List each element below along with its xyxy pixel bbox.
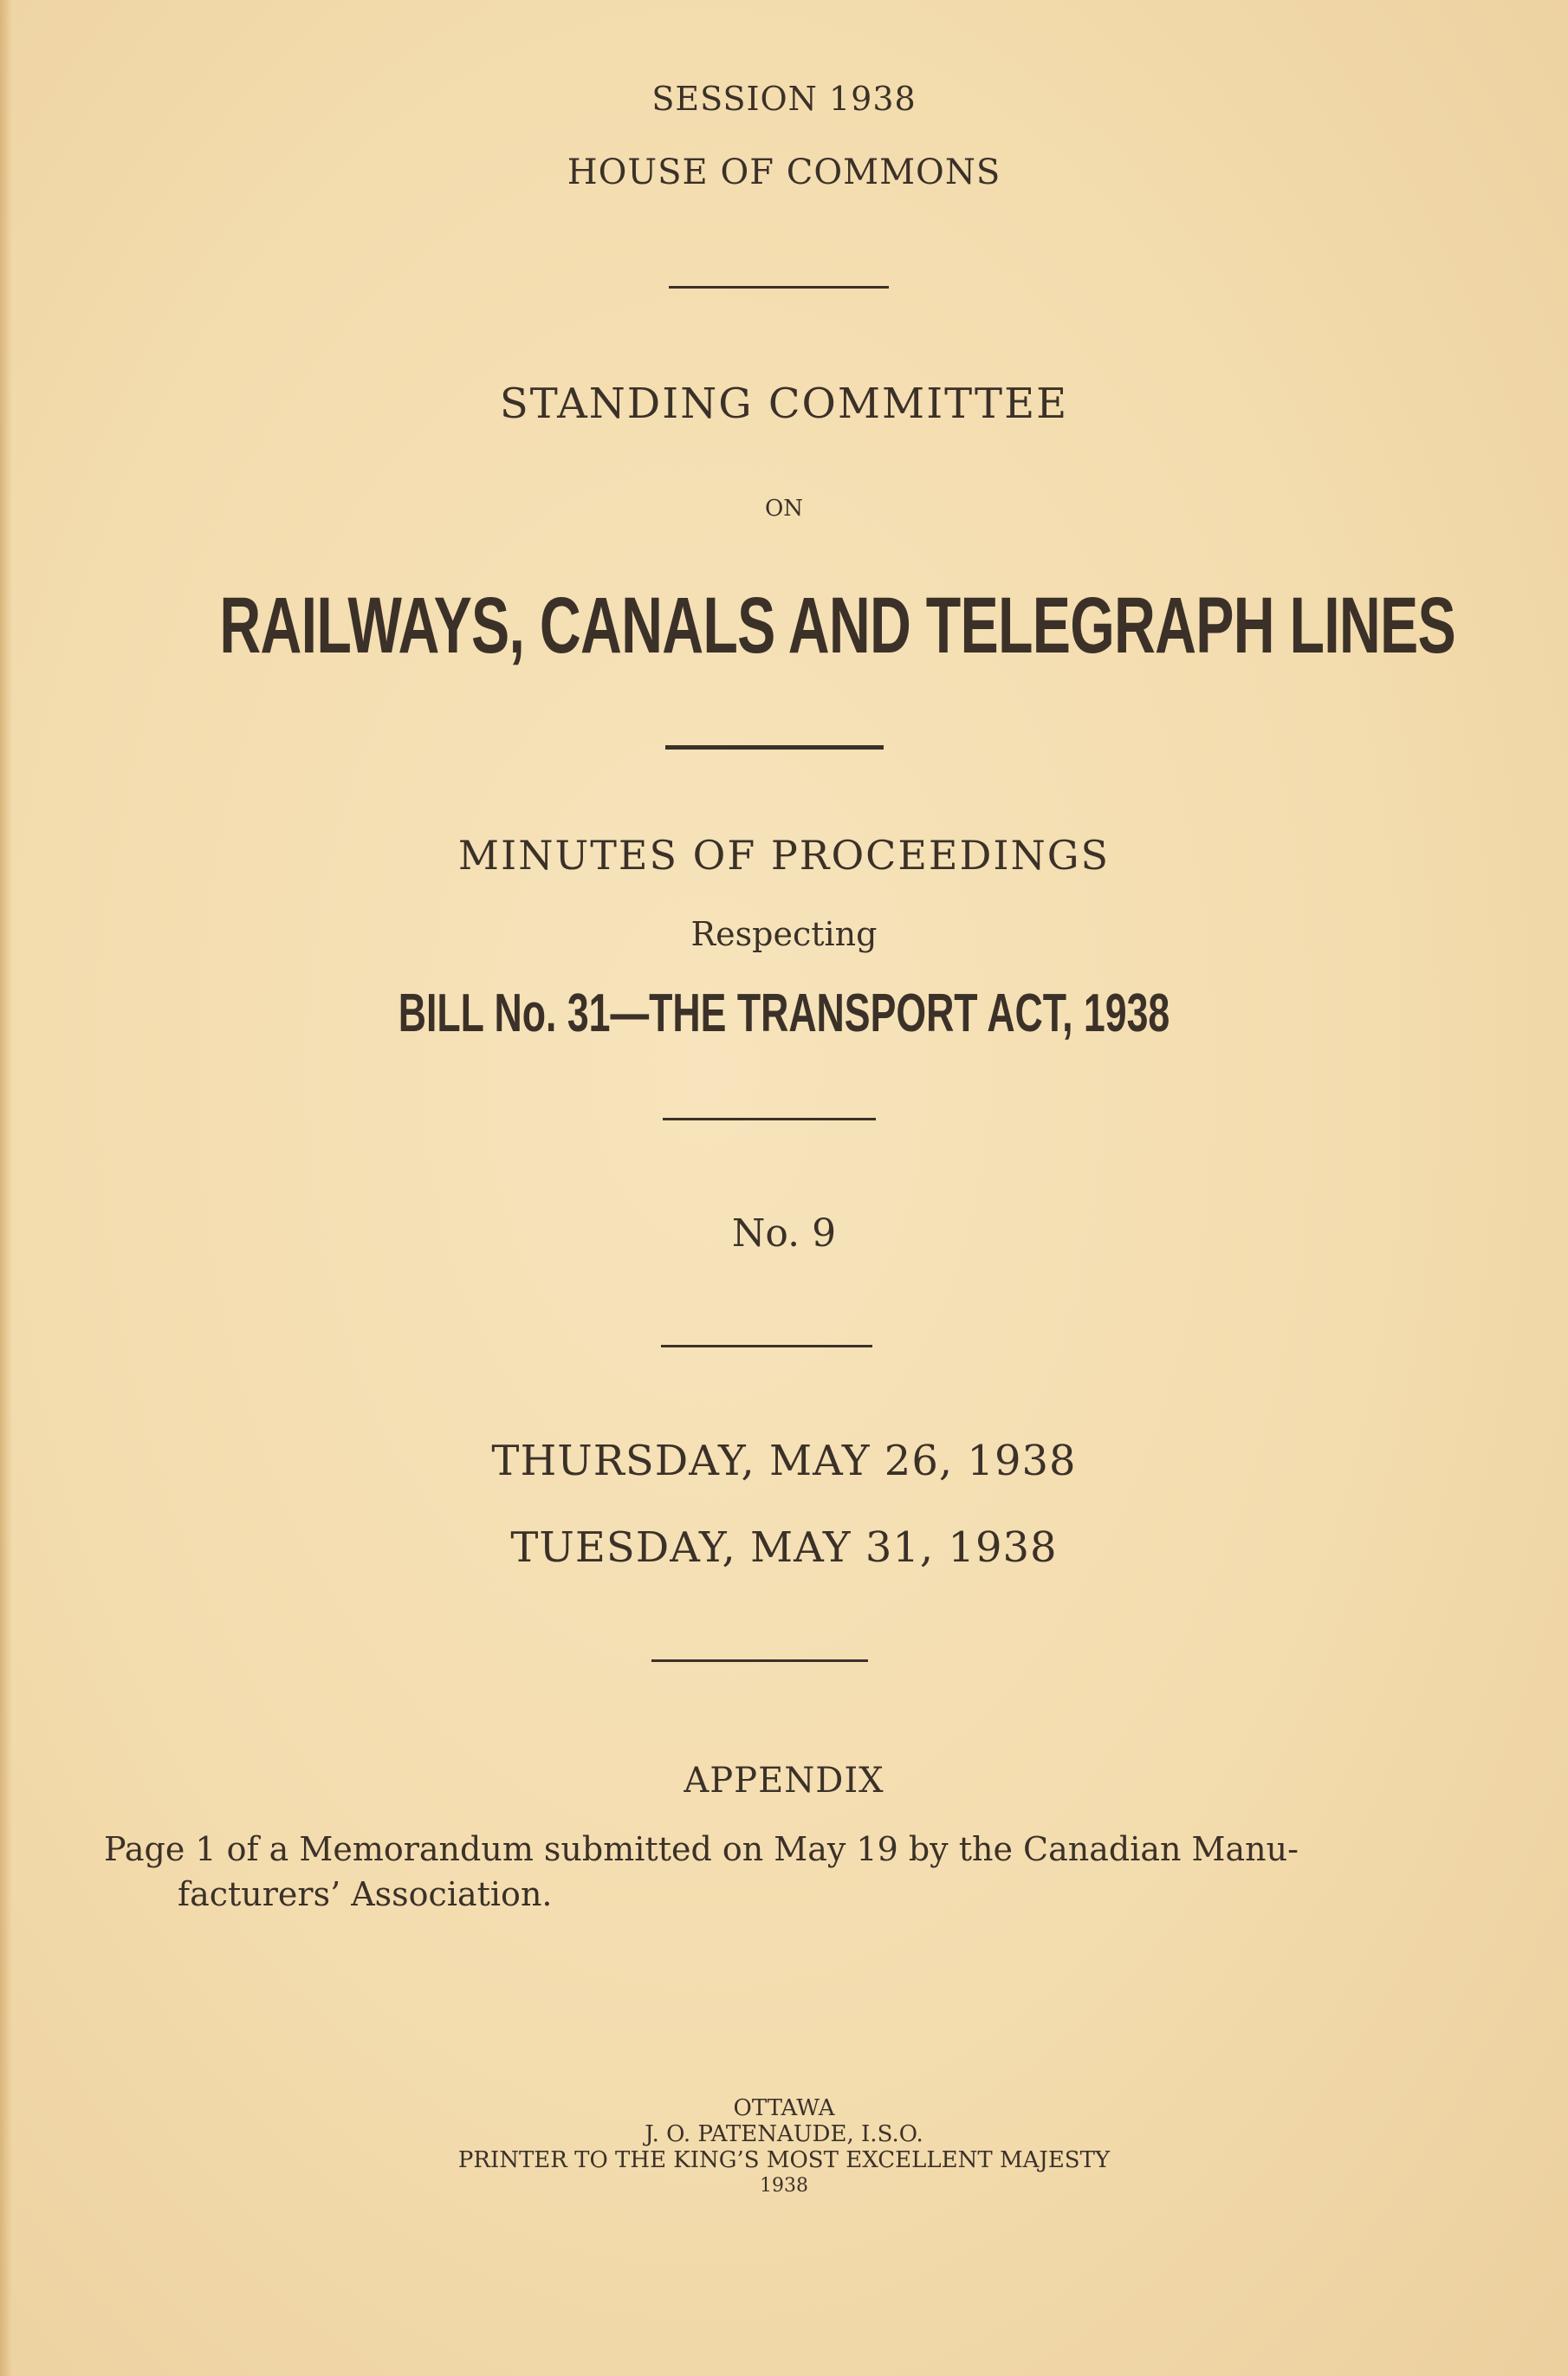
imprint-city: OTTAWA	[733, 2095, 835, 2121]
appendix-heading: APPENDIX	[684, 1761, 884, 1801]
divider-rule-1	[669, 286, 889, 289]
committee-heading: STANDING COMMITTEE	[499, 380, 1069, 428]
issue-number: No. 9	[731, 1211, 837, 1256]
divider-rule-4	[661, 1345, 872, 1347]
proceedings-title: MINUTES OF PROCEEDINGS	[457, 832, 1111, 879]
imprint-title: PRINTER TO THE KING’S MOST EXCELLENT MAJESTY	[457, 2147, 1111, 2173]
appendix-line-1: Page 1 of a Memorandum submitted on May 19 by the Canadian Manu-	[104, 1830, 1299, 1868]
appendix-line-2: facturers’ Association.	[178, 1875, 553, 1913]
committee-on: ON	[764, 496, 804, 522]
date-line-1: THURSDAY, MAY 26, 1938	[491, 1437, 1077, 1485]
divider-rule-3	[663, 1118, 876, 1120]
respecting-label: Respecting	[690, 915, 878, 953]
appendix-description	[104, 1827, 1421, 1917]
house-line: HOUSE OF COMMONS	[567, 153, 1001, 192]
bill-title: BILL No. 31—THE TRANSPORT ACT, 1938	[398, 984, 1170, 1043]
session-line: SESSION 1938	[651, 80, 917, 118]
divider-rule-5	[651, 1659, 868, 1662]
imprint-year: 1938	[760, 2175, 808, 2197]
imprint-printer: J. O. PATENAUDE, I.S.O.	[645, 2121, 923, 2147]
committee-name: RAILWAYS, CANALS AND TELEGRAPH LINES	[219, 581, 1455, 670]
date-line-2: TUESDAY, MAY 31, 1938	[510, 1523, 1058, 1572]
page-edge-shadow	[0, 0, 12, 2376]
divider-rule-2	[665, 745, 884, 750]
